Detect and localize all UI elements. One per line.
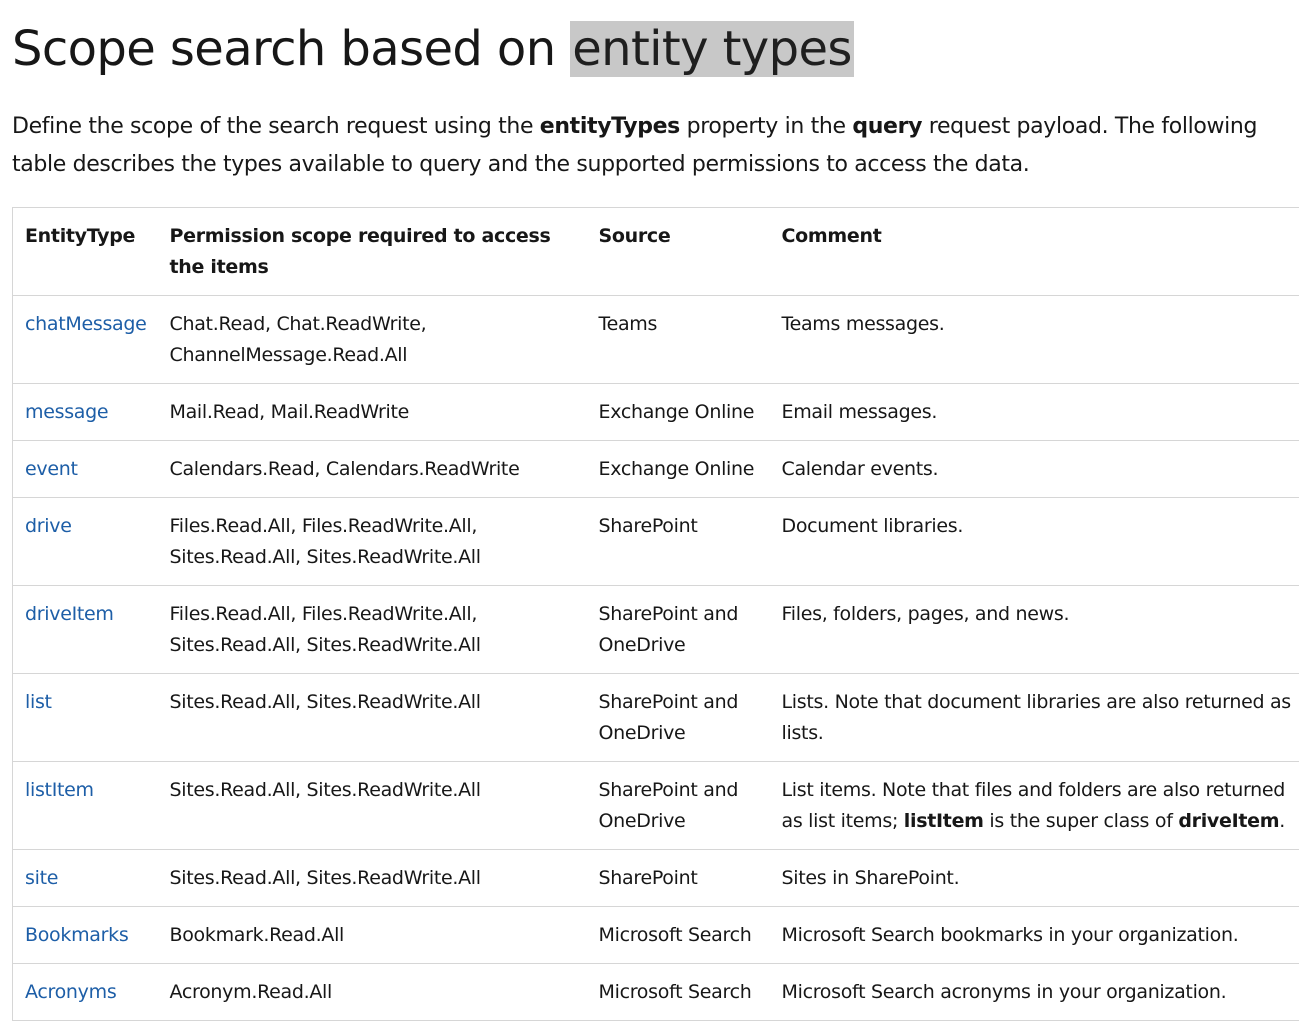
comment-cell: Teams messages. xyxy=(770,296,1299,384)
permission-cell: Sites.Read.All, Sites.ReadWrite.All xyxy=(158,850,587,907)
comment-text-3: . xyxy=(1279,810,1285,832)
entity-cell xyxy=(13,441,158,498)
permission-cell: Chat.Read, Chat.ReadWrite, ChannelMessage.Read.All xyxy=(158,296,587,384)
comment-cell: Sites in SharePoint. xyxy=(770,850,1299,907)
comment-cell: Lists. Note that document libraries are also returned as lists. xyxy=(770,674,1299,762)
permission-cell: Calendars.Read, Calendars.ReadWrite xyxy=(158,441,587,498)
table-row xyxy=(13,850,1299,907)
source-cell: SharePoint xyxy=(587,850,770,907)
entity-cell xyxy=(13,964,158,1021)
source-cell: Exchange Online xyxy=(587,441,770,498)
intro-bold-query: query xyxy=(852,114,923,139)
page-title xyxy=(12,15,854,83)
comment-cell: Microsoft Search acronyms in your organization. xyxy=(770,964,1299,1021)
source-cell: SharePoint and OneDrive xyxy=(587,586,770,674)
permission-cell: Files.Read.All, Files.ReadWrite.All, Sites.Read.All, Sites.ReadWrite.All xyxy=(158,498,587,586)
entity-link-bookmarks[interactable]: Bookmarks xyxy=(25,924,129,946)
entity-types-table xyxy=(12,207,1299,1021)
source-cell: Teams xyxy=(587,296,770,384)
comment-cell xyxy=(770,762,1299,850)
permission-cell: Acronym.Read.All xyxy=(158,964,587,1021)
comment-bold-listitem: listItem xyxy=(903,810,984,832)
comment-cell: Document libraries. xyxy=(770,498,1299,586)
intro-text-1: Define the scope of the search request using the xyxy=(12,114,540,139)
page-title-text: Scope search based on xyxy=(12,21,571,77)
header-source: Source xyxy=(587,208,770,296)
table-row xyxy=(13,964,1299,1021)
table-row xyxy=(13,441,1299,498)
source-cell: Microsoft Search xyxy=(587,907,770,964)
comment-cell: Files, folders, pages, and news. xyxy=(770,586,1299,674)
table-row xyxy=(13,586,1299,674)
entity-cell xyxy=(13,674,158,762)
table-row xyxy=(13,762,1299,850)
entity-link-list[interactable]: list xyxy=(25,691,52,713)
entity-link-driveitem[interactable]: driveItem xyxy=(25,603,114,625)
entity-link-acronyms[interactable]: Acronyms xyxy=(25,981,117,1003)
permission-cell: Sites.Read.All, Sites.ReadWrite.All xyxy=(158,674,587,762)
table-row xyxy=(13,384,1299,441)
entity-cell xyxy=(13,296,158,384)
comment-text-1: List items. Note that files and folders are also returned as list items; xyxy=(781,779,1286,832)
table-row xyxy=(13,296,1299,384)
entity-link-drive[interactable]: drive xyxy=(25,515,72,537)
table-row xyxy=(13,674,1299,762)
entity-link-listitem[interactable]: listItem xyxy=(25,779,94,801)
header-entitytype: EntityType xyxy=(13,208,158,296)
comment-text-2: is the super class of xyxy=(983,810,1179,832)
permission-cell: Files.Read.All, Files.ReadWrite.All, Sites.Read.All, Sites.ReadWrite.All xyxy=(158,586,587,674)
entity-cell xyxy=(13,586,158,674)
entity-cell xyxy=(13,907,158,964)
source-cell: SharePoint and OneDrive xyxy=(587,674,770,762)
table-row xyxy=(13,907,1299,964)
header-permission-scope: Permission scope required to access the items xyxy=(158,208,587,296)
entity-cell xyxy=(13,762,158,850)
intro-bold-entitytypes: entityTypes xyxy=(539,114,680,139)
table-header-row xyxy=(13,208,1299,296)
entity-link-message[interactable]: message xyxy=(25,401,109,423)
comment-cell: Calendar events. xyxy=(770,441,1299,498)
source-cell: SharePoint and OneDrive xyxy=(587,762,770,850)
entity-link-site[interactable]: site xyxy=(25,867,59,889)
entity-cell xyxy=(13,850,158,907)
entity-cell xyxy=(13,498,158,586)
comment-cell: Email messages. xyxy=(770,384,1299,441)
source-cell: SharePoint xyxy=(587,498,770,586)
intro-text-3: request payload. The following table describes the types available to query and the supported permissions to access the data. xyxy=(12,114,1258,177)
permission-cell: Bookmark.Read.All xyxy=(158,907,587,964)
entity-cell xyxy=(13,384,158,441)
intro-text-2: property in the xyxy=(679,114,853,139)
page-title-highlight: entity types xyxy=(572,21,852,77)
comment-bold-driveitem: driveItem xyxy=(1178,810,1280,832)
source-cell: Exchange Online xyxy=(587,384,770,441)
permission-cell: Sites.Read.All, Sites.ReadWrite.All xyxy=(158,762,587,850)
comment-cell: Microsoft Search bookmarks in your organization. xyxy=(770,907,1299,964)
header-comment: Comment xyxy=(770,208,1299,296)
table-row xyxy=(13,498,1299,586)
entity-link-chatmessage[interactable]: chatMessage xyxy=(25,313,147,335)
entity-link-event[interactable]: event xyxy=(25,458,78,480)
source-cell: Microsoft Search xyxy=(587,964,770,1021)
intro-paragraph xyxy=(12,108,1294,184)
permission-cell: Mail.Read, Mail.ReadWrite xyxy=(158,384,587,441)
